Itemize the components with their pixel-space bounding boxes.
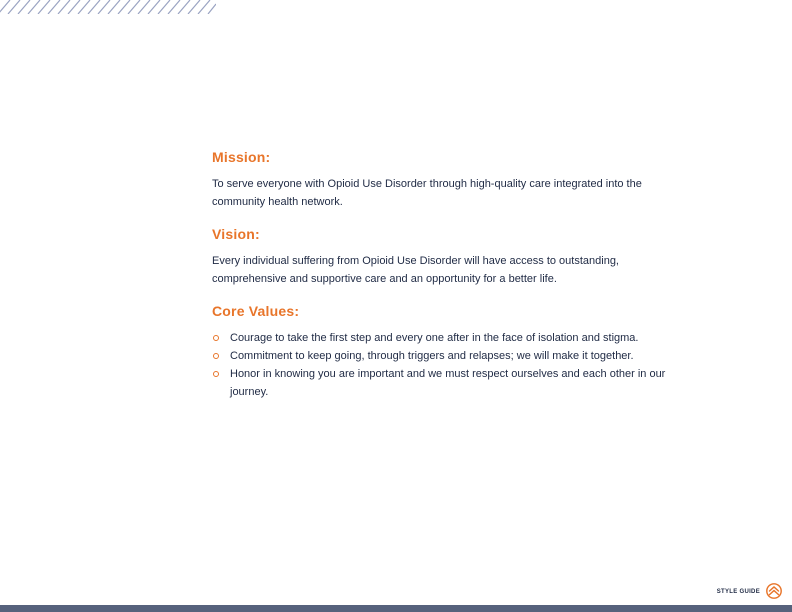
core-value-item — [212, 365, 682, 401]
vision-text: Every individual suffering from Opioid Use Disorder will have access to outstanding, comprehensive and supportive care and an opportunity for a better life. — [212, 255, 619, 285]
core-value-text: Commitment to keep going, through triggers and relapses; we will make it together. — [230, 350, 634, 362]
vision-heading: Vision: — [212, 226, 260, 242]
arrow-circle-logo-icon — [765, 582, 783, 600]
footer-label: STYLE GUIDE — [716, 589, 760, 595]
circle-bullet-icon — [213, 371, 219, 377]
circle-bullet-icon — [213, 353, 219, 359]
circle-bullet-icon — [213, 335, 219, 341]
core-value-item — [212, 329, 682, 347]
mission-text: To serve everyone with Opioid Use Disorder through high-quality care integrated into the community health network. — [212, 178, 642, 208]
core-values-list — [212, 329, 682, 401]
core-value-text: Courage to take the first step and every one after in the face of isolation and stigma. — [230, 332, 639, 344]
core-values-heading: Core Values: — [212, 303, 300, 319]
core-value-text: Honor in knowing you are important and we must respect ourselves and each other in our journey. — [230, 368, 666, 398]
footer-bar — [0, 605, 792, 612]
core-value-item — [212, 347, 682, 365]
diagonal-hatch-decoration — [0, 0, 216, 14]
mission-heading: Mission: — [212, 149, 271, 165]
content-section — [212, 148, 682, 401]
